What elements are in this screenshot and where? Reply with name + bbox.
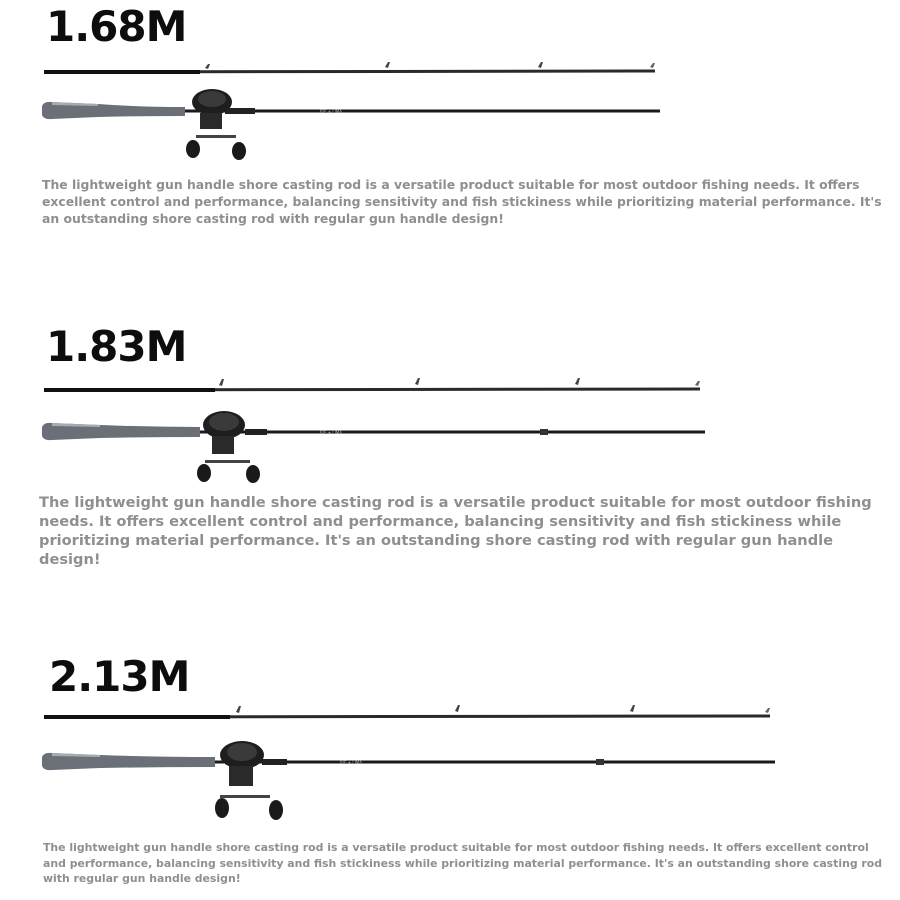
rod-guide-icon [219,379,224,386]
rod-image [0,370,900,480]
rod-butt-section [42,423,705,440]
length-title: 1.68M [46,2,187,51]
length-title: 1.83M [46,322,187,371]
rod-guide-icon [630,705,635,712]
rod-guide-icon [455,705,460,712]
rod-butt-section [42,102,660,119]
product-description: The lightweight gun handle shore casting rod is a versatile product suitable for most outdoor fishing needs. It offers excellent control and performance, balancing sensitivity and fish stickiness while prioritizing material performance. It's an outstanding shore casting rod with regular gun handle design! [39,494,872,568]
rod-tip-section [44,705,770,717]
rod-guide-icon [205,64,210,69]
rod-guide-icon [695,381,700,386]
length-title: 2.13M [49,652,190,701]
rod-tip-section [44,62,655,72]
reel-icon [197,411,260,483]
rod-guide-icon [765,708,770,713]
rod-guide-icon [538,62,543,68]
rod-image [0,55,900,165]
svg-text:RIE ✦ LIMA: RIE ✦ LIMA [340,760,362,765]
rod-guide-icon [650,63,655,68]
rod-guide-icon [236,706,241,713]
rod-tip-section [44,378,700,390]
rod-image [0,700,900,825]
product-description: The lightweight gun handle shore casting rod is a versatile product suitable for most outdoor fishing needs. It offers excellent control and performance, balancing sensitivity and fish stickiness while prioritizing material performance. It's an outstanding shore casting rod with regular gun handle design! [42,177,882,226]
product-description: The lightweight gun handle shore casting rod is a versatile product suitable for most outdoor fishing needs. It offers excellent control and performance, balancing sensitivity and fish stickiness while prioritizing material performance. It's an outstanding shore casting rod with regular gun handle design! [43,841,883,885]
rod-guide-icon [575,378,580,385]
svg-text:RIE ✦ LIMA: RIE ✦ LIMA [320,430,342,435]
rod-butt-section [42,753,775,770]
rod-guide-icon [385,62,390,68]
reel-icon [186,89,246,160]
rod-guide-icon [415,378,420,385]
svg-text:RIE ✦ LIMA: RIE ✦ LIMA [320,109,342,114]
reel-icon [215,741,283,820]
